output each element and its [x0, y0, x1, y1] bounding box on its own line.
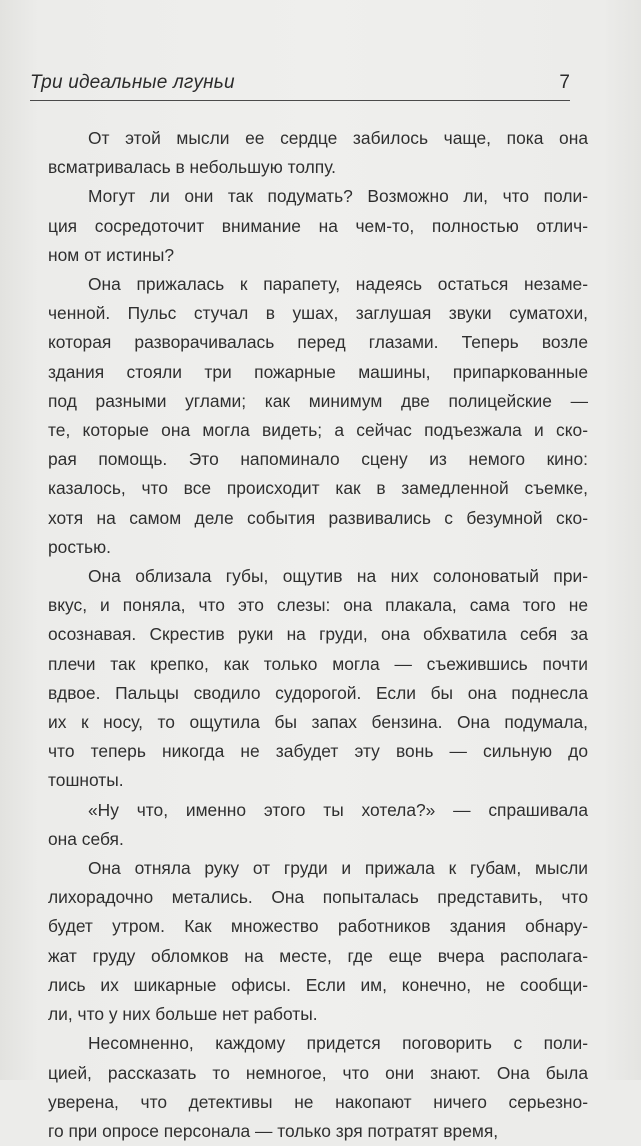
paragraph	[48, 796, 588, 854]
text-line: те, которые она могла видеть; а сейчас подъезжала и ско-	[48, 420, 588, 441]
text-line: Она прижалась к парапету, надеясь остаться незаме-	[88, 274, 588, 295]
text-line: что теперь никогда не забудет эту вонь — сильную до	[48, 741, 588, 762]
paragraph	[48, 270, 588, 562]
text-line: лись их шикарные офисы. Если им, конечно, не сообщи-	[48, 974, 588, 995]
text-line: всматривалась в небольшую толпу.	[48, 157, 336, 178]
text-line: под разными углами; как минимум две полицейские —	[48, 390, 588, 411]
text-line: Могут ли они так подумать? Возможно ли, что поли-	[88, 186, 588, 207]
paragraph	[48, 182, 588, 270]
text-line: здания стояли три пожарные машины, припаркованные	[48, 361, 588, 382]
text-line: лихорадочно метались. Она попыталась представить, что	[48, 887, 588, 908]
paragraph	[48, 1029, 588, 1146]
paragraph	[48, 854, 588, 1029]
body-text	[48, 124, 588, 1146]
text-line: ли, что у них больше нет работы.	[48, 1004, 318, 1025]
text-line: она себя.	[48, 828, 124, 849]
text-line: казалось, что все происходит как в замедленной съемке,	[48, 478, 588, 499]
text-line: ростью.	[48, 536, 111, 557]
text-line: плечи так крепко, как только могла — съежившись почти	[48, 653, 588, 674]
text-line: тошноты.	[48, 770, 124, 791]
text-line: вдвое. Пальцы сводило судорогой. Если бы она поднесла	[48, 682, 588, 703]
running-header	[30, 70, 570, 101]
page-number: 7	[559, 72, 570, 93]
text-line: «Ну что, именно этого ты хотела?» — спрашивала	[88, 799, 588, 820]
paragraph	[48, 562, 588, 796]
text-line: Она облизала губы, ощутив на них солоноватый при-	[88, 566, 588, 587]
text-line: цией, рассказать то немногое, что они знают. Она была	[48, 1062, 588, 1083]
text-line: хотя на самом деле события развивались с безумной ско-	[48, 507, 588, 528]
text-line: Несомненно, каждому придется поговорить с поли-	[88, 1033, 588, 1054]
text-line: рая помощь. Это напоминало сцену из немого кино:	[48, 449, 588, 470]
paragraph	[48, 124, 588, 182]
text-line: ном от истины?	[48, 244, 175, 265]
text-line: Она отняла руку от груди и прижала к губам, мысли	[88, 858, 588, 879]
text-line: осознавая. Скрестив руки на груди, она обхватила себя за	[48, 624, 588, 645]
text-line: которая разворачивалась перед глазами. Теперь возле	[48, 332, 588, 353]
text-line: ченной. Пульс стучал в ушах, заглушая звуки суматохи,	[48, 303, 588, 324]
text-line: жат груду обломков на месте, где еще вчера располага-	[48, 945, 588, 966]
text-line: ция сосредоточит внимание на чем-то, полностью отлич-	[48, 215, 588, 236]
text-line: го при опросе персонала — только зря потратят время,	[48, 1120, 499, 1141]
text-line: их к носу, то ощутила бы запах бензина. Она подумала,	[48, 712, 588, 733]
running-title: Три идеальные лгуньи	[30, 72, 235, 93]
text-line: От этой мысли ее сердце забилось чаще, пока она	[88, 128, 588, 148]
text-line: будет утром. Как множество работников здания обнару-	[48, 916, 588, 937]
text-line: уверена, что детективы не накопают ничего серьезно-	[48, 1091, 588, 1112]
text-line: вкус, и поняла, что это слезы: она плакала, сама того не	[48, 595, 588, 616]
